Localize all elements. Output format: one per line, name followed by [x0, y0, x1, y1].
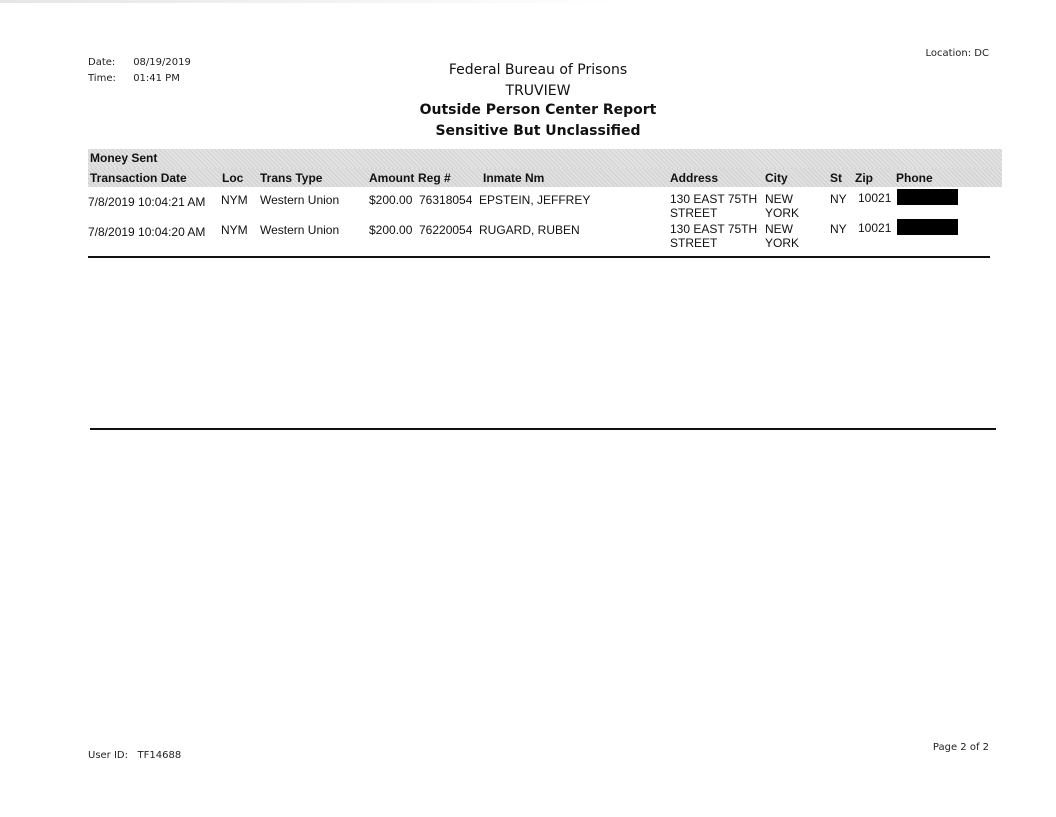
cell-zip: 10021 — [858, 191, 892, 205]
section-divider — [88, 256, 990, 258]
cell-address: 130 EAST 75TH STREET — [670, 192, 758, 220]
cell-transaction-date: 7/8/2019 10:04:20 AM — [88, 225, 206, 239]
cell-st: NY — [830, 192, 847, 206]
phone-redaction — [897, 189, 958, 205]
col-reg: Reg # — [418, 171, 451, 185]
cell-loc: NYM — [221, 223, 248, 237]
user-id-value: TF14688 — [137, 750, 182, 761]
table-row — [88, 221, 1002, 251]
col-trans-type: Trans Type — [260, 171, 323, 185]
agency-title: Federal Bureau of Prisons — [448, 62, 628, 78]
page-number: Page 2 of 2 — [932, 742, 989, 753]
col-amount: Amount — [369, 171, 415, 185]
col-city: City — [765, 171, 788, 185]
classification: Sensitive But Unclassified — [435, 123, 641, 139]
column-header-row — [88, 168, 1002, 187]
col-st: St — [830, 171, 842, 185]
page-divider — [90, 428, 996, 430]
cell-transaction-date: 7/8/2019 10:04:21 AM — [88, 195, 206, 209]
date-label: Date: — [88, 57, 116, 68]
col-transaction-date: Transaction Date — [90, 171, 187, 185]
cell-trans-type: Western Union — [260, 223, 340, 237]
phone-redaction — [897, 219, 958, 235]
cell-inmate-nm: RUGARD, RUBEN — [479, 223, 580, 237]
cell-inmate-nm: EPSTEIN, JEFFREY — [479, 193, 591, 207]
col-inmate-nm: Inmate Nm — [483, 171, 545, 185]
col-loc: Loc — [222, 171, 244, 185]
table-row — [88, 191, 1002, 221]
location: Location: DC — [925, 48, 989, 59]
col-zip: Zip — [855, 171, 873, 185]
date-value: 08/19/2019 — [133, 57, 191, 68]
user-id — [88, 750, 181, 761]
cell-trans-type: Western Union — [260, 193, 340, 207]
cell-reg: 76318054 — [419, 193, 473, 207]
report-time — [88, 73, 180, 84]
col-address: Address — [670, 171, 719, 185]
user-id-label: User ID: — [88, 750, 128, 761]
report-date — [88, 57, 191, 68]
time-value: 01:41 PM — [133, 73, 180, 84]
report-title: Outside Person Center Report — [419, 102, 657, 118]
cell-amount: $200.00 — [369, 223, 413, 237]
cell-address: 130 EAST 75TH STREET — [670, 222, 758, 250]
time-label: Time: — [88, 73, 116, 84]
cell-reg: 76220054 — [419, 223, 473, 237]
cell-city: NEW YORK — [765, 222, 800, 250]
cell-city: NEW YORK — [765, 192, 800, 220]
cell-st: NY — [830, 222, 847, 236]
col-phone: Phone — [896, 171, 933, 185]
cell-zip: 10021 — [858, 221, 892, 235]
application-name: TRUVIEW — [505, 83, 571, 99]
section-header — [88, 149, 1002, 168]
scan-artifact — [0, 0, 620, 3]
cell-loc: NYM — [221, 193, 248, 207]
cell-amount: $200.00 — [369, 193, 413, 207]
section-title: Money Sent — [90, 151, 158, 165]
